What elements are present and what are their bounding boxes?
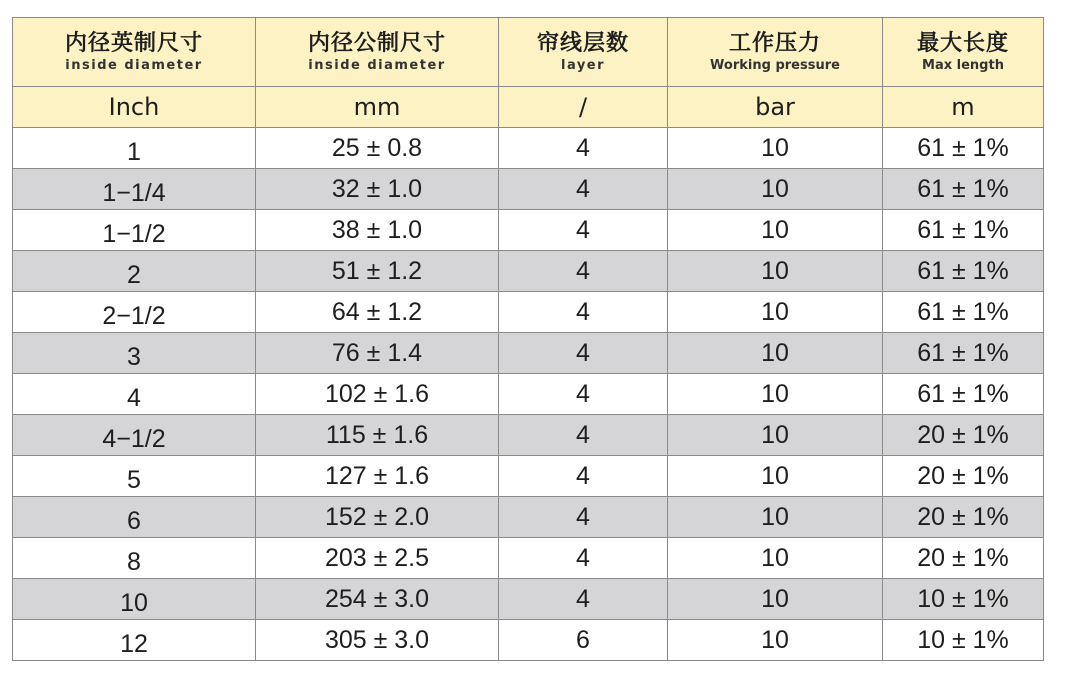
table-cell: 1 [13, 128, 256, 169]
table-cell: 4 [499, 128, 668, 169]
table-cell: 305 ± 3.0 [256, 620, 499, 661]
unit-cell: m [883, 87, 1044, 128]
table-cell: 203 ± 2.5 [256, 538, 499, 579]
header-en: layer [560, 58, 606, 73]
table-cell: 115 ± 1.6 [256, 415, 499, 456]
table-cell: 12 [13, 620, 256, 661]
table-cell: 61 ± 1% [883, 251, 1044, 292]
table-cell: 4 [499, 415, 668, 456]
header-metric-diameter [256, 18, 499, 87]
table-cell: 4 [499, 210, 668, 251]
table-cell: 61 ± 1% [883, 292, 1044, 333]
table-row [13, 579, 1044, 620]
table-cell: 10 [668, 497, 883, 538]
table-cell: 10 [13, 579, 256, 620]
table-row [13, 497, 1044, 538]
header-max-length [883, 18, 1044, 87]
table-cell: 10 ± 1% [883, 579, 1044, 620]
table-cell: 10 [668, 415, 883, 456]
table-cell: 10 [668, 128, 883, 169]
table-cell: 61 ± 1% [883, 210, 1044, 251]
unit-cell: Inch [13, 87, 256, 128]
table-row [13, 538, 1044, 579]
header-cn: 最大长度 [916, 31, 1009, 56]
table-cell: 61 ± 1% [883, 374, 1044, 415]
table-cell: 10 [668, 579, 883, 620]
table-cell: 2−1/2 [13, 292, 256, 333]
header-cn: 内径公制尺寸 [307, 31, 446, 56]
table-cell: 76 ± 1.4 [256, 333, 499, 374]
table-cell: 102 ± 1.6 [256, 374, 499, 415]
table-cell: 10 [668, 620, 883, 661]
header-layer [499, 18, 668, 87]
table-cell: 10 [668, 456, 883, 497]
table-cell: 4 [499, 579, 668, 620]
table-cell: 20 ± 1% [883, 456, 1044, 497]
table-cell: 1−1/2 [13, 210, 256, 251]
table-row [13, 620, 1044, 661]
table-row [13, 456, 1044, 497]
table-cell: 4 [499, 169, 668, 210]
table-cell: 38 ± 1.0 [256, 210, 499, 251]
table-cell: 3 [13, 333, 256, 374]
table-row [13, 169, 1044, 210]
table-cell: 4 [499, 497, 668, 538]
table-cell: 25 ± 0.8 [256, 128, 499, 169]
table-cell: 6 [13, 497, 256, 538]
table-cell: 61 ± 1% [883, 169, 1044, 210]
table-cell: 4 [499, 292, 668, 333]
table-cell: 20 ± 1% [883, 538, 1044, 579]
table-row [13, 210, 1044, 251]
unit-row [13, 87, 1044, 128]
table-row [13, 128, 1044, 169]
header-en: inside diameter [65, 58, 203, 73]
header-en: Working pressure [710, 58, 840, 73]
header-inch-diameter [13, 18, 256, 87]
table-cell: 254 ± 3.0 [256, 579, 499, 620]
table-cell: 61 ± 1% [883, 128, 1044, 169]
table-cell: 20 ± 1% [883, 415, 1044, 456]
table-cell: 5 [13, 456, 256, 497]
header-en: Max length [922, 58, 1004, 73]
table-cell: 61 ± 1% [883, 333, 1044, 374]
table-cell: 10 [668, 538, 883, 579]
table-cell: 4−1/2 [13, 415, 256, 456]
table-row [13, 333, 1044, 374]
table-cell: 2 [13, 251, 256, 292]
table-body [13, 128, 1044, 661]
table-row [13, 292, 1044, 333]
table-cell: 4 [499, 251, 668, 292]
table-cell: 10 [668, 210, 883, 251]
table-cell: 10 ± 1% [883, 620, 1044, 661]
table-cell: 32 ± 1.0 [256, 169, 499, 210]
table-cell: 10 [668, 333, 883, 374]
table-cell: 10 [668, 374, 883, 415]
hose-spec-table [12, 17, 1044, 661]
table-cell: 10 [668, 169, 883, 210]
table-cell: 20 ± 1% [883, 497, 1044, 538]
table-cell: 1−1/4 [13, 169, 256, 210]
header-en: inside diameter [308, 58, 446, 73]
unit-cell: / [499, 87, 668, 128]
table-cell: 8 [13, 538, 256, 579]
table-cell: 4 [499, 456, 668, 497]
table-row [13, 251, 1044, 292]
header-working-pressure [668, 18, 883, 87]
table-cell: 4 [13, 374, 256, 415]
table-cell: 10 [668, 251, 883, 292]
header-cn: 帘线层数 [536, 31, 629, 56]
table-cell: 4 [499, 374, 668, 415]
table-cell: 127 ± 1.6 [256, 456, 499, 497]
table-row [13, 374, 1044, 415]
table-cell: 152 ± 2.0 [256, 497, 499, 538]
table-cell: 51 ± 1.2 [256, 251, 499, 292]
table-cell: 64 ± 1.2 [256, 292, 499, 333]
unit-cell: bar [668, 87, 883, 128]
header-cn: 工作压力 [728, 31, 821, 56]
table-cell: 6 [499, 620, 668, 661]
header-cn: 内径英制尺寸 [64, 31, 203, 56]
table-cell: 4 [499, 333, 668, 374]
table-row [13, 415, 1044, 456]
header-row [13, 18, 1044, 87]
unit-cell: mm [256, 87, 499, 128]
table-cell: 4 [499, 538, 668, 579]
table-cell: 10 [668, 292, 883, 333]
